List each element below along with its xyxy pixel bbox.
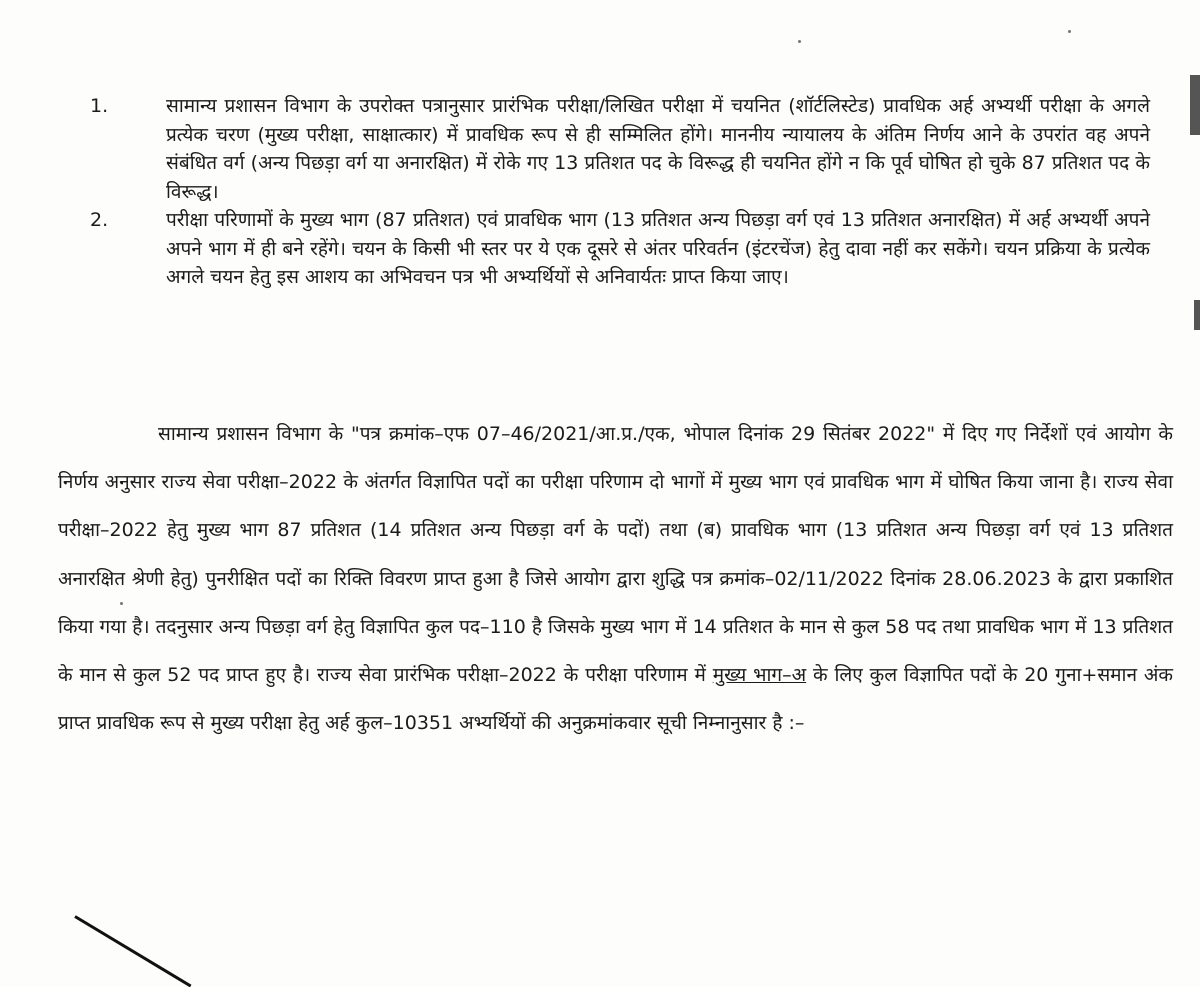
list-item-text: सामान्य प्रशासन विभाग के उपरोक्त पत्रानुसार प्रारंभिक परीक्षा/लिखित परीक्षा में चयनित (शॉर्टलिस्टेड) प्रावधिक अर्ह अभ्यर्थी परीक्षा के अगले प्रत्येक चरण (मुख्य परीक्षा, साक्षात्कार) में प्रावधिक रूप से ही सम्मिलित होंगे। माननीय न्यायालय के अंतिम निर्णय आने के उपरांत वह अपने संबंधित वर्ग (अन्य पिछड़ा वर्ग या अनारक्षित) में रोके गए 13 प्रतिशत पद के विरूद्ध ही चयनित होंगे न कि पूर्व घोषित हो चुके 87 प्रतिशत पद के विरूद्ध। xyxy=(166,95,1150,203)
scan-speck xyxy=(1068,30,1071,33)
paragraph-text-before: सामान्य प्रशासन विभाग के "पत्र क्रमांक–एफ 07–46/2021/आ.प्र./एक, भोपाल दिनांक 29 सितंबर 2022" में दिए गए निर्देशों एवं आयोग के निर्णय अनुसार राज्य सेवा परीक्षा–2022 के अंतर्गत विज्ञापित पदों का परीक्षा परिणाम दो भागों में मुख्य भाग एवं प्रावधिक भाग में घोषित किया जाना है। राज्य सेवा परीक्षा–2022 हेतु मुख्य भाग 87 प्रतिशत (14 प्रतिशत अन्य पिछड़ा वर्ग के पदों) तथा (ब) प्रावधिक भाग (13 प्रतिशत अन्य पिछड़ा वर्ग एवं 13 प्रतिशत अनारक्षित श्रेणी हेतु) पुनरीक्षित पदों का रिक्ति विवरण प्राप्त हुआ है जिसे आयोग द्वारा शुद्धि पत्र क्रमांक–02/11/2022 दिनांक 28.06.2023 के द्वारा प्रकाशित किया गया है। तदनुसार अन्य पिछड़ा वर्ग हेतु विज्ञापित कुल पद–110 है जिसके मुख्य भाग में 14 प्रतिशत के मान से कुल 58 पद तथा प्रावधिक भाग में 13 प्रतिशत के मान से कुल 52 पद प्राप्त हुए है। राज्य सेवा प्रारंभिक परीक्षा–2022 के परीक्षा परिणाम में xyxy=(58,423,1173,687)
underlined-phrase: मुख्य भाग–अ xyxy=(712,664,807,687)
list-item-number: 2. xyxy=(90,209,109,231)
scan-edge-mark xyxy=(1190,75,1200,135)
body-paragraph xyxy=(58,410,1173,747)
pen-stroke-mark xyxy=(74,915,191,987)
list-item-text: परीक्षा परिणामों के मुख्य भाग (87 प्रतिशत) एवं प्रावधिक भाग (13 प्रतिशत अन्य पिछड़ा वर्ग एवं 13 प्रतिशत अनारक्षित) में अर्ह अभ्यर्थी अपने अपने भाग में ही बने रहेंगे। चयन के किसी भी स्तर पर ये एक दूसरे से अंतर परिवर्तन (इंटरचेंज) हेतु दावा नहीं कर सकेंगे। चयन प्रक्रिया के प्रत्येक अगले चयन हेतु इस आशय का अभिवचन पत्र भी अभ्यर्थियों से अनिवार्यतः प्राप्त किया जाए। xyxy=(166,209,1150,288)
numbered-list xyxy=(0,92,1200,292)
list-item-1 xyxy=(0,92,1200,206)
scan-speck xyxy=(120,602,123,605)
paragraph-text-after: के लिए कुल विज्ञापित पदों के 20 गुना+समान अंक प्राप्त प्रावधिक रूप से मुख्य परीक्षा हेतु अर्ह कुल–10351 अभ्यर्थियों की अनुक्रमांकवार सूची निम्नानुसार है :– xyxy=(58,664,1174,735)
list-item-2 xyxy=(0,206,1200,292)
scan-edge-mark xyxy=(1194,300,1200,330)
list-item-number: 1. xyxy=(90,95,109,117)
scan-speck xyxy=(798,40,801,43)
